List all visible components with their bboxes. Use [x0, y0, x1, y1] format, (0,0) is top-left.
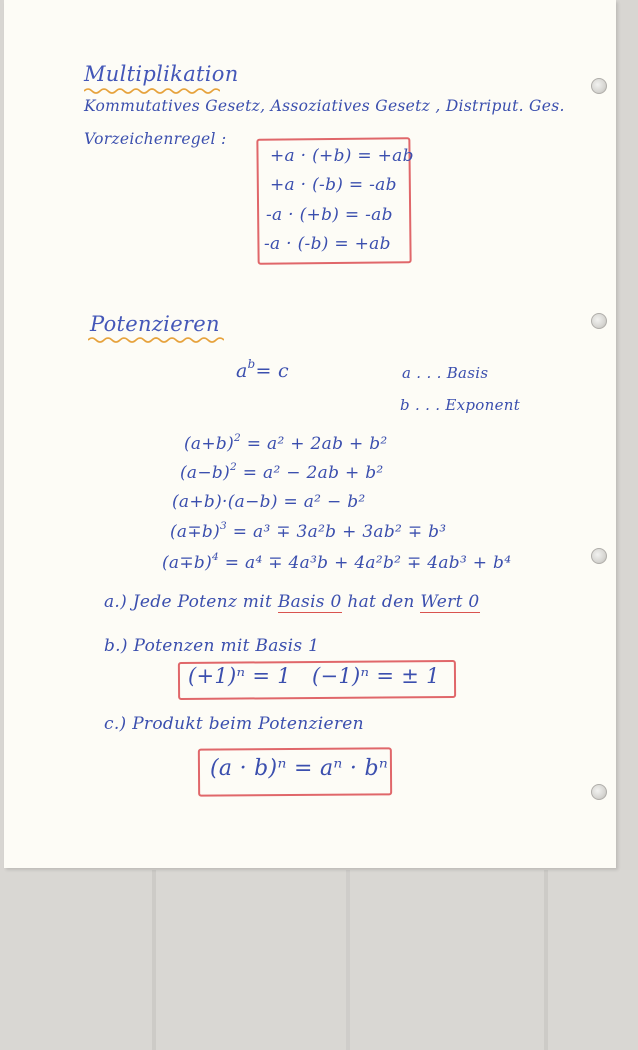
rule-c-formula: (a · b)ⁿ = aⁿ · bⁿ — [210, 756, 389, 781]
formula-1-rhs: = a² + 2ab + b² — [246, 434, 388, 454]
punch-hole-4 — [591, 784, 607, 800]
sign-rule-3: -a · (+b) = -ab — [266, 205, 393, 225]
formula-1-lhs: (a+b) — [184, 434, 235, 454]
sign-rule-4: -a · (-b) = +ab — [264, 234, 391, 254]
rule-c — [104, 714, 364, 734]
rule-a-wert0: Wert 0 — [420, 592, 480, 612]
power-definition — [236, 357, 289, 382]
rule-a-basis0: Basis 0 — [277, 592, 342, 612]
formula-5-lhs: (a∓b) — [162, 553, 213, 573]
background-surface — [0, 870, 638, 1050]
sign-rule-1: +a · (+b) = +ab — [270, 146, 414, 166]
formula-1-exp: 2 — [234, 432, 242, 445]
formula-3-rhs: = a² − b² — [283, 492, 366, 512]
formula-1 — [184, 434, 388, 454]
formula-4 — [170, 522, 446, 542]
laws-line: Kommutatives Gesetz, Assoziatives Gesetz , Distriput. Ges. — [84, 97, 565, 115]
legend-basis: a . . . Basis — [402, 364, 489, 382]
rule-c-text: Produkt beim Potenzieren — [132, 714, 364, 734]
formula-4-exp: 3 — [220, 520, 228, 533]
heading-multiplikation: Multiplikation — [84, 62, 239, 86]
rule-a — [104, 592, 480, 612]
rule-b-formula-1: (+1)ⁿ = 1 — [188, 664, 291, 688]
rule-a-text1: Jede Potenz mit — [132, 592, 273, 612]
rule-b-prefix: b.) — [104, 636, 128, 656]
def-base: a — [236, 360, 248, 382]
heading-underline-wavy — [84, 87, 220, 95]
formula-2-exp: 2 — [230, 461, 238, 474]
rule-b-text: Potenzen mit Basis 1 — [133, 636, 320, 656]
rule-b-formula-2: (−1)ⁿ = ± 1 — [312, 664, 440, 688]
rule-a-prefix: a.) — [104, 592, 128, 612]
formula-3 — [172, 492, 366, 512]
def-exponent: b — [247, 357, 256, 372]
heading-potenzieren: Potenzieren — [90, 312, 220, 336]
punch-hole-2 — [591, 313, 607, 329]
punch-hole-1 — [591, 78, 607, 94]
formula-4-lhs: (a∓b) — [170, 522, 221, 542]
formula-5-rhs: = a⁴ ∓ 4a³b + 4a²b² ∓ 4ab³ + b⁴ — [224, 553, 512, 573]
rule-c-prefix: c.) — [104, 714, 127, 734]
heading-underline-wavy-2 — [88, 336, 224, 344]
formula-5 — [162, 553, 511, 573]
formula-2-lhs: (a−b) — [180, 463, 231, 483]
rule-b — [104, 636, 319, 656]
formula-2-rhs: = a² − 2ab + b² — [242, 463, 384, 483]
sign-rule-2: +a · (-b) = -ab — [270, 175, 397, 195]
legend-exponent: b . . . Exponent — [400, 396, 521, 414]
sign-rule-label: Vorzeichenregel : — [84, 130, 227, 148]
formula-3-lhs: (a+b)·(a−b) — [172, 492, 278, 512]
formula-5-exp: 4 — [212, 551, 220, 564]
formula-4-rhs: = a³ ∓ 3a²b + 3ab² ∓ b³ — [232, 522, 447, 542]
formula-2 — [180, 463, 384, 483]
rule-a-text3: hat den — [347, 592, 415, 612]
def-result: = c — [255, 360, 289, 382]
punch-hole-3 — [591, 548, 607, 564]
